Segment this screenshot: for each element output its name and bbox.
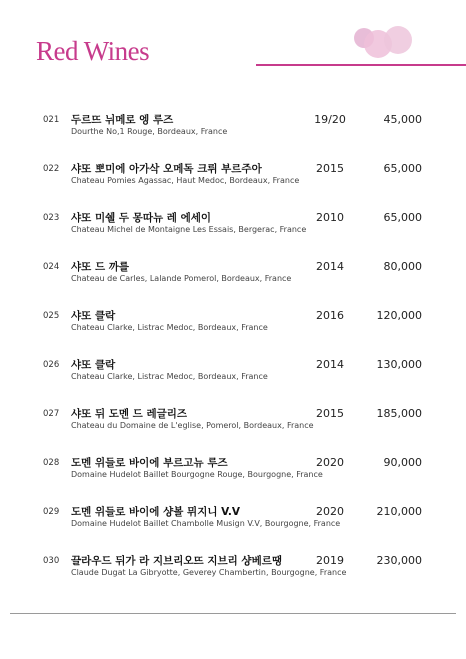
wine-name-english: Chateau Michel de Montaigne Les Essais, Bergerac, France — [71, 225, 307, 234]
wine-number: 027 — [43, 409, 60, 419]
wine-name-korean: 두르뜨 뉘메로 엥 루즈 — [71, 114, 174, 126]
wine-item — [0, 159, 466, 208]
page-title: Red Wines — [36, 36, 150, 66]
bottom-divider — [10, 613, 456, 614]
wine-vintage: 2015 — [316, 407, 344, 420]
wine-price: 45,000 — [383, 113, 422, 126]
wine-name-english: Domaine Hudelot Baillet Chambolle Musign V.V, Bourgogne, France — [71, 519, 341, 528]
wine-name-english: Chateau Clarke, Listrac Medoc, Bordeaux, France — [71, 372, 268, 381]
title-divider — [256, 64, 466, 66]
wine-name-english: Claude Dugat La Gibryotte, Geverey Chambertin, Bourgogne, France — [71, 568, 347, 577]
wine-name-korean: 샤또 뒤 도멘 드 레글리즈 — [71, 408, 188, 420]
wine-vintage: 2010 — [316, 211, 344, 224]
decorative-circles — [350, 24, 414, 64]
wine-price: 65,000 — [383, 211, 422, 224]
wine-name-korean: 샤또 클락 — [71, 310, 116, 322]
wine-number: 026 — [43, 360, 60, 370]
wine-price: 65,000 — [383, 162, 422, 175]
wine-price: 80,000 — [383, 260, 422, 273]
wine-vintage: 2020 — [316, 456, 344, 469]
wine-name-korean: 샤또 뽀미에 아가삭 오메독 크뤼 부르주아 — [71, 163, 262, 175]
wine-item — [0, 208, 466, 257]
wine-name-korean: 샤또 드 까를 — [71, 261, 130, 273]
wine-vintage: 2019 — [316, 554, 344, 567]
wine-name-korean: 도멘 위들로 바이에 부르고뉴 루즈 — [71, 457, 228, 469]
wine-vintage: 2015 — [316, 162, 344, 175]
wine-item — [0, 110, 466, 159]
wine-number: 024 — [43, 262, 60, 272]
wine-name-korean: 도멘 위들로 바이에 샹볼 뮈지니 V.V — [71, 506, 241, 518]
wine-vintage: 19/20 — [314, 113, 346, 126]
wine-name-english: Chateau de Carles, Lalande Pomerol, Bordeaux, France — [71, 274, 292, 283]
wine-price: 210,000 — [376, 505, 422, 518]
wine-vintage: 2020 — [316, 505, 344, 518]
wine-item — [0, 502, 466, 551]
wine-price: 130,000 — [376, 358, 422, 371]
wine-item — [0, 453, 466, 502]
wine-name-korean: 끌라우드 뒤가 라 지브리오뜨 지브리 샹베르땡 — [71, 555, 282, 567]
wine-name-english: Domaine Hudelot Baillet Bourgogne Rouge, Bourgogne, France — [71, 470, 323, 479]
wine-price: 185,000 — [376, 407, 422, 420]
wine-name-korean: 샤또 클락 — [71, 359, 116, 371]
wine-number: 021 — [43, 115, 60, 125]
wine-number: 028 — [43, 458, 60, 468]
wine-price: 120,000 — [376, 309, 422, 322]
wine-list — [0, 110, 466, 600]
wine-price: 90,000 — [383, 456, 422, 469]
wine-item — [0, 404, 466, 453]
wine-name-english: Chateau du Domaine de L'eglise, Pomerol, Bordeaux, France — [71, 421, 314, 430]
wine-number: 030 — [43, 556, 60, 566]
wine-item — [0, 257, 466, 306]
circle-decoration — [384, 26, 412, 54]
wine-number: 022 — [43, 164, 60, 174]
wine-item — [0, 551, 466, 600]
wine-name-korean: 샤또 미쉘 두 몽따뉴 레 에세이 — [71, 212, 211, 224]
wine-vintage: 2014 — [316, 260, 344, 273]
wine-vintage: 2014 — [316, 358, 344, 371]
wine-name-english: Dourthe No,1 Rouge, Bordeaux, France — [71, 127, 228, 136]
wine-price: 230,000 — [376, 554, 422, 567]
wine-vintage: 2016 — [316, 309, 344, 322]
wine-name-english: Chateau Pomies Agassac, Haut Medoc, Bordeaux, France — [71, 176, 300, 185]
wine-number: 023 — [43, 213, 60, 223]
wine-item — [0, 306, 466, 355]
wine-item — [0, 355, 466, 404]
wine-name-english: Chateau Clarke, Listrac Medoc, Bordeaux, France — [71, 323, 268, 332]
wine-number: 025 — [43, 311, 60, 321]
wine-number: 029 — [43, 507, 60, 517]
